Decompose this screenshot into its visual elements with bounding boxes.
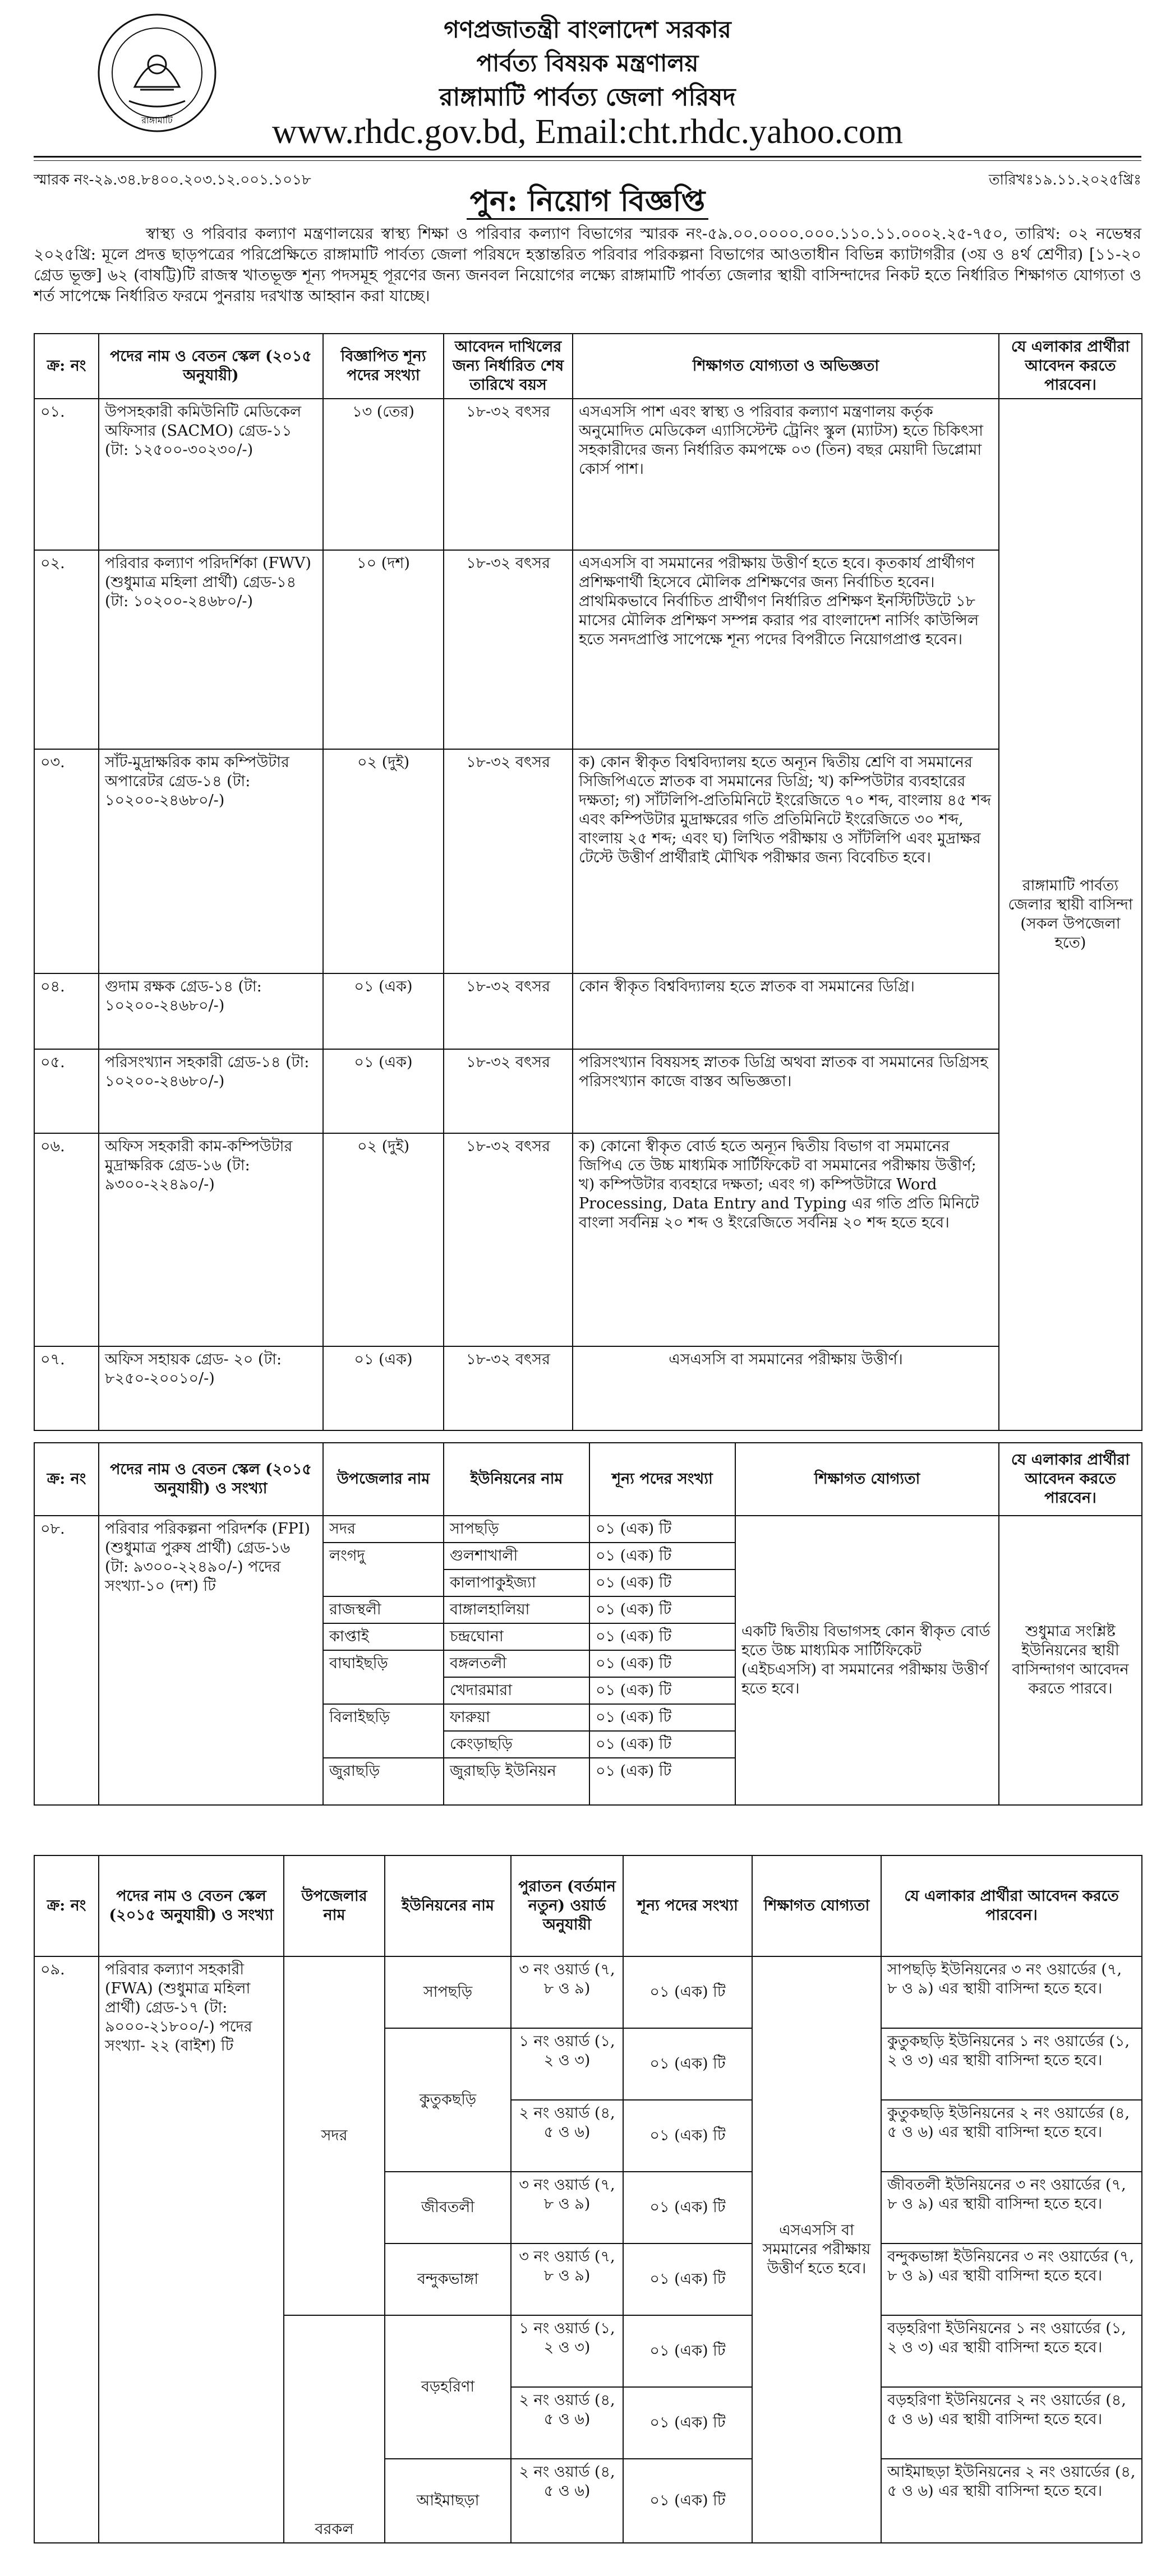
row-age: ১৮-৩২ বৎসর xyxy=(444,973,573,1049)
row-post: অফিস সহকারী কাম-কম্পিউটার মুদ্রাক্ষরিক গ্রেড-১৬ (টা: ৯৩০০-২২৪৯০/-) xyxy=(99,1133,323,1346)
row-sl: ০৯. xyxy=(34,1956,99,2543)
row-count: ০১ (এক) টি xyxy=(623,2100,752,2172)
row-post: উপসহকারী কমিউনিটি মেডিকেল অফিসার (SACMO) গ্রেড-১১ (টা: ১২৫০০-৩০২৩০/-) xyxy=(99,399,323,550)
row-count: ১০ (দশ) xyxy=(323,550,444,749)
row-qualification: পরিসংখ্যান বিষয়সহ স্নাতক ডিগ্রি অথবা স্নাতক বা সমমানের ডিগ্রিসহ পরিসংখ্যান কাজে বাস্তব অভিজ্ঞতা। xyxy=(573,1049,999,1133)
header-area: যে এলাকার প্রার্থীরা আবেদন করতে পারবেন। xyxy=(999,1443,1142,1516)
row-age: ১৮-৩২ বৎসর xyxy=(444,749,573,973)
row-sl: ০৪. xyxy=(34,973,99,1049)
row-ward: ২ নং ওয়ার্ড (৪, ৫ ও ৬) xyxy=(511,2459,623,2543)
fpi-table xyxy=(34,1442,1142,1806)
header-count: শূন্য পদের সংখ্যা xyxy=(623,1855,752,1956)
row-qualification: এসএসসি পাশ এবং স্বাস্থ্য ও পরিবার কল্যাণ মন্ত্রণালয় কর্তৃক অনুমোদিত মেডিকেল এ্যাসিস্টেন্ট ট্রেনিং স্কুল (ম্যাটস) হতে চিকিৎসা সহকারীদের জন্য নির্ধারিত কমপক্ষে ০৩ (তিন) বছর মেয়াদী ডিপ্লোমা কোর্স পাশ। xyxy=(573,399,999,550)
row-upazila: রাজস্থলী xyxy=(323,1596,444,1623)
row-upazila: বিলাইছড়ি xyxy=(323,1704,444,1758)
row-union: খেদারমারা xyxy=(444,1677,589,1704)
row-union: চন্দ্রঘোনা xyxy=(444,1623,589,1650)
row-post: পরিবার কল্যাণ পরিদর্শিকা (FWV) (শুধুমাত্র মহিলা প্রার্থী) গ্রেড-১৪ (টা: ১০২০০-২৪৬৮০/-) xyxy=(99,550,323,749)
row-ward: ৩ নং ওয়ার্ড (৭, ৮ ও ৯) xyxy=(511,2243,623,2315)
row-upazila: কাপ্তাই xyxy=(323,1623,444,1650)
council-name: রাঙ্গামাটি পার্বত্য জেলা পরিষদ xyxy=(439,83,736,112)
row-count: ০১ (এক) টি xyxy=(623,2243,752,2315)
table-row xyxy=(34,1956,1142,2028)
row-sl: ০৫. xyxy=(34,1049,99,1133)
header-rule xyxy=(34,156,1141,158)
row-post: অফিস সহায়ক গ্রেড- ২০ (টা: ৮২৫০-২০০১০/-) xyxy=(99,1346,323,1430)
table-row xyxy=(34,1049,1142,1133)
row-post: পরিবার কল্যাণ সহকারী (FWA) (শুধুমাত্র মহিলা প্রার্থী) গ্রেড-১৭ (টা: ৯০০০-২১৮০০/-) পদের সংখ্যা- ২২ (বাইশ) টি xyxy=(99,1956,284,2543)
row-count: ০১ (এক) টি xyxy=(589,1516,735,1543)
table-row xyxy=(34,399,1142,550)
row-count: ০১ (এক) টি xyxy=(623,1956,752,2028)
row-union: জীবতলী xyxy=(385,2172,511,2243)
header-post: পদের নাম ও বেতন স্কেল (২০১৫ অনুযায়ী) ও সংখ্যা xyxy=(99,1855,284,1956)
row-post: গুদাম রক্ষক গ্রেড-১৪ (টা: ১০২০০-২৪৬৮০/-) xyxy=(99,973,323,1049)
table-row xyxy=(34,550,1142,749)
row-sl: ০১. xyxy=(34,399,99,550)
row-sl: ০৭. xyxy=(34,1346,99,1430)
row-count: ০২ (দুই) xyxy=(323,1133,444,1346)
row-count: ০১ (এক) টি xyxy=(589,1596,735,1623)
row-count: ০১ (এক) xyxy=(323,1049,444,1133)
table-row xyxy=(34,1516,1142,1543)
header-post: পদের নাম ও বেতন স্কেল (২০১৫ অনুযায়ী) xyxy=(99,334,323,399)
intro-paragraph: স্বাস্থ্য ও পরিবার কল্যাণ মন্ত্রণালয়ের স্বাস্থ্য শিক্ষা ও পরিবার কল্যাণ বিভাগের স্মারক নং-৫৯.০০.০০০০.০০০.১১০.১১.০০০২.২৫-৭৫০, তারিখ: ০২ নভেম্বর ২০২৫খ্রি: মূলে প্রদত্ত ছাড়পত্রের পরিপ্রেক্ষিতে রাঙ্গামাটি পার্বত্য জেলা পরিষদে হস্তান্তরিত পরিবার পরিকল্পনা বিভাগের আওতাধীন বিভিন্ন ক্যাটাগরীর (৩য় ও ৪র্থ শ্রেণীর) [১১-২০ গ্রেড ভূক্ত] ৬২ (বাষট্টি)টি রাজস্ব খাতভূক্ত শূন্য পদসমূহ পূরণের জন্য জনবল নিয়োগের লক্ষ্যে রাঙ্গামাটি পার্বত্য জেলার স্থায়ী বাসিন্দাদের নিকট হতে নির্ধারিত শিক্ষাগত যোগ্যতা ও শর্ত সাপেক্ষে নির্ধারিত ফরমে পুনরায় দরখাস্ত আহ্বান করা যাচ্ছে। xyxy=(34,224,1141,305)
row-union: বাঙ্গালহালিয়া xyxy=(444,1596,589,1623)
row-ward: ২ নং ওয়ার্ড (৪, ৫ ও ৬) xyxy=(511,2387,623,2459)
row-count: ০১ (এক) টি xyxy=(623,2459,752,2543)
header-qualification: শিক্ষাগত যোগ্যতা xyxy=(735,1443,999,1516)
header-union: ইউনিয়নের নাম xyxy=(385,1855,511,1956)
header-sl: ক্র: নং xyxy=(34,1855,99,1956)
row-count: ০১ (এক) টি xyxy=(623,2387,752,2459)
row-upazila: লংগদু xyxy=(323,1543,444,1596)
row-area: শুধুমাত্র সংশ্লিষ্ট ইউনিয়নের স্থায়ী বাসিন্দাগণ আবেদন করতে পারবে। xyxy=(999,1516,1142,1805)
table-row xyxy=(34,973,1142,1049)
row-count: ০১ (এক) টি xyxy=(623,2172,752,2243)
header-ward: পুরাতন (বর্তমান নতুন) ওয়ার্ড অনুযায়ী xyxy=(511,1855,623,1956)
row-count: ০১ (এক) টি xyxy=(589,1704,735,1731)
row-count: ০১ (এক) টি xyxy=(589,1569,735,1596)
row-upazila: বাঘাইছড়ি xyxy=(323,1650,444,1704)
row-union: কুতুকছড়ি xyxy=(385,2028,511,2172)
row-area: আইমাছড়া ইউনিয়নের ২ নং ওয়ার্ডের (৪, ৫ ও ৬) এর স্থায়ী বাসিন্দা হতে হবে। xyxy=(881,2459,1142,2543)
header-age: আবেদন দাখিলের জন্য নির্ধারিত শেষ তারিখে বয়স xyxy=(444,334,573,399)
row-count: ০১ (এক) টি xyxy=(589,1650,735,1677)
notice-date: তারিখঃ১৯.১১.২০২৫খ্রিঃ xyxy=(989,172,1141,188)
header-count: বিজ্ঞাপিত শূন্য পদের সংখ্যা xyxy=(323,334,444,399)
notice-title-wrap xyxy=(0,178,1175,227)
row-union: বন্দুকভাঙ্গা xyxy=(385,2243,511,2315)
row-area: বড়হরিণা ইউনিয়নের ২ নং ওয়ার্ডের (৪, ৫ ও ৬) এর স্থায়ী বাসিন্দা হতে হবে। xyxy=(881,2387,1142,2459)
row-post: পরিবার পরিকল্পনা পরিদর্শক (FPI) (শুধুমাত্র পুরুষ প্রার্থী) গ্রেড-১৬ (টা: ৯৩০০-২২৪৯০/-) পদের সংখ্যা-১০ (দশ) টি xyxy=(99,1516,323,1805)
row-count: ০১ (এক) টি xyxy=(589,1677,735,1704)
row-ward: ৩ নং ওয়ার্ড (৭, ৮ ও ৯) xyxy=(511,2172,623,2243)
row-count: ০১ (এক) টি xyxy=(589,1623,735,1650)
row-ward: ৩ নং ওয়ার্ড (৭, ৮ ও ৯) xyxy=(511,1956,623,2028)
row-sl: ০২. xyxy=(34,550,99,749)
fwa-table xyxy=(34,1855,1142,2543)
row-sl: ০৬. xyxy=(34,1133,99,1346)
row-area: কুতুকছড়ি ইউনিয়নের ১ নং ওয়ার্ডের (১, ২ ও ৩) এর স্থায়ী বাসিন্দা হতে হবে। xyxy=(881,2028,1142,2100)
header-area: যে এলাকার প্রার্থীরা আবেদন করতে পারবেন। xyxy=(881,1855,1142,1956)
row-age: ১৮-৩২ বৎসর xyxy=(444,1133,573,1346)
row-ward: ১ নং ওয়ার্ড (১, ২ ও ৩) xyxy=(511,2315,623,2387)
row-upazila: জুরাছড়ি xyxy=(323,1758,444,1805)
header-post: পদের নাম ও বেতন স্কেল (২০১৫ অনুযায়ী) ও সংখ্যা xyxy=(99,1443,323,1516)
header-qualification: শিক্ষাগত যোগ্যতা xyxy=(752,1855,881,1956)
row-qualification: একটি দ্বিতীয় বিভাগসহ কোন স্বীকৃত বোর্ড হতে উচ্চ মাধ্যমিক সার্টিফিকেট (এইচএসসি) বা সমমানের পরীক্ষায় উত্তীর্ণ হতে হবে। xyxy=(735,1516,999,1805)
row-sl: ০৩. xyxy=(34,749,99,973)
notice-title: পুন: নিয়োগ বিজ্ঞপ্তি xyxy=(467,184,709,220)
row-qualification: এসএসসি বা সমমানের পরীক্ষায় উত্তীর্ণ হতে হবে। কৃতকার্য প্রার্থীগণ প্রশিক্ষণার্থী হিসেবে মৌলিক প্রশিক্ষণের জন্য নির্বাচিত হবেন। প্রাথমিকভাবে নির্বাচিত প্রার্থীগণ নির্ধারিত প্রশিক্ষণ ইনস্টিটিউটে ১৮ মাসের মৌলিক প্রশিক্ষণ সম্পন্ন করার পর বাংলাদেশ নার্সিং কাউন্সিল হতে সনদপ্রাপ্তি সাপেক্ষে শূন্য পদের বিপরীতে নিয়োগপ্রাপ্ত হবেন। xyxy=(573,550,999,749)
row-count: ০১ (এক) xyxy=(323,1346,444,1430)
row-area: রাঙ্গামাটি পার্বত্য জেলার স্থায়ী বাসিন্দা (সকল উপজেলা হতে) xyxy=(999,399,1142,1430)
row-post: সাঁট-মুদ্রাক্ষরিক কাম কম্পিউটার অপারেটর গ্রেড-১৪ (টা: ১০২০০-২৪৬৮০/-) xyxy=(99,749,323,973)
row-area: কুতুকছড়ি ইউনিয়নের ২ নং ওয়ার্ডের (৪, ৫ ও ৬) এর স্থায়ী বাসিন্দা হতে হবে। xyxy=(881,2100,1142,2172)
row-union: সাপছড়ি xyxy=(444,1516,589,1543)
row-age: ১৮-৩২ বৎসর xyxy=(444,399,573,550)
row-union: ফারুয়া xyxy=(444,1704,589,1731)
header-rule-thin xyxy=(34,160,1141,161)
memo-number: স্মারক নং-২৯.৩৪.৮৪০০.২০৩.১২.০০১.১০১৮ xyxy=(34,172,311,188)
row-union: বড়হরিণা xyxy=(385,2315,511,2459)
row-area: বড়হরিণা ইউনিয়নের ১ নং ওয়ার্ডের (১, ২ ও ৩) এর স্থায়ী বাসিন্দা হতে হবে। xyxy=(881,2315,1142,2387)
row-count: ১৩ (তের) xyxy=(323,399,444,550)
row-age: ১৮-৩২ বৎসর xyxy=(444,550,573,749)
row-upazila: সদর xyxy=(284,1956,385,2315)
table-row xyxy=(34,1346,1142,1430)
row-count: ০১ (এক) টি xyxy=(623,2315,752,2387)
table-header-row xyxy=(34,1443,1142,1516)
row-union: বঙ্গলতলী xyxy=(444,1650,589,1677)
row-upazila: সদর xyxy=(323,1516,444,1543)
row-qualification: এসএসসি বা সমমানের পরীক্ষায় উত্তীর্ণ। xyxy=(573,1346,999,1430)
row-count: ০১ (এক) টি xyxy=(589,1758,735,1805)
letterhead xyxy=(0,0,1175,168)
header-upazila: উপজেলার নাম xyxy=(323,1443,444,1516)
row-ward: ২ নং ওয়ার্ড (৪, ৫ ও ৬) xyxy=(511,2100,623,2172)
header-union: ইউনিয়নের নাম xyxy=(444,1443,589,1516)
row-union: কেংড়াছড়ি xyxy=(444,1731,589,1758)
ministry-name: পার্বত্য বিষয়ক মন্ত্রণালয় xyxy=(476,49,699,77)
website-email: www.rhdc.gov.bd, Email:cht.rhdc.yahoo.com xyxy=(272,113,903,151)
table-header-row xyxy=(34,1855,1142,1956)
table-row xyxy=(34,749,1142,973)
posts-table xyxy=(34,333,1142,1431)
row-ward: ১ নং ওয়ার্ড (১, ২ ও ৩) xyxy=(511,2028,623,2100)
table-row xyxy=(34,1133,1142,1346)
row-upazila: বরকল xyxy=(284,2315,385,2543)
seal-text: রাঙ্গামাটি xyxy=(141,115,173,126)
row-post: পরিসংখ্যান সহকারী গ্রেড-১৪ (টা: ১০২০০-২৪৬৮০/-) xyxy=(99,1049,323,1133)
row-age: ১৮-৩২ বৎসর xyxy=(444,1346,573,1430)
row-count: ০১ (এক) টি xyxy=(589,1543,735,1569)
row-age: ১৮-৩২ বৎসর xyxy=(444,1049,573,1133)
header-sl: ক্র: নং xyxy=(34,334,99,399)
row-qualification: কোন স্বীকৃত বিশ্ববিদ্যালয় হতে স্নাতক বা সমমানের ডিগ্রি। xyxy=(573,973,999,1049)
row-qualification: এসএসসি বা সমমানের পরীক্ষায় উত্তীর্ণ হতে হবে। xyxy=(752,1956,881,2543)
row-area: জীবতলী ইউনিয়নের ৩ নং ওয়ার্ডের (৭, ৮ ও ৯) এর স্থায়ী বাসিন্দা হতে হবে। xyxy=(881,2172,1142,2243)
row-count: ০১ (এক) টি xyxy=(623,2028,752,2100)
row-count: ০১ (এক) টি xyxy=(589,1731,735,1758)
header-upazila: উপজেলার নাম xyxy=(284,1855,385,1956)
header-area: যে এলাকার প্রার্থীরা আবেদন করতে পারবেন। xyxy=(999,334,1142,399)
row-area: বন্দুকভাঙ্গা ইউনিয়নের ৩ নং ওয়ার্ডের (৭, ৮ ও ৯) এর স্থায়ী বাসিন্দা হতে হবে। xyxy=(881,2243,1142,2315)
row-union: আইমাছড়া xyxy=(385,2459,511,2543)
government-name: গণপ্রজাতন্ত্রী বাংলাদেশ সরকার xyxy=(444,16,731,43)
row-union: সাপছড়ি xyxy=(385,1956,511,2028)
row-union: গুলশাখালী xyxy=(444,1543,589,1569)
header-sl: ক্র: নং xyxy=(34,1443,99,1516)
row-union: কালাপাকুইজ্যা xyxy=(444,1569,589,1596)
row-qualification: ক) কোনো স্বীকৃত বোর্ড হতে অন্যূন দ্বিতীয় বিভাগ বা সমমানের জিপিএ তে উচ্চ মাধ্যমিক সার্টিফিকেট বা সমমানের পরীক্ষায় উত্তীর্ণ; খ) কম্পিউটার ব্যবহারে দক্ষতা; এবং গ) কম্পিউটারে Word Processing, Data Entry and Typing এর গতি প্রতি মিনিটে বাংলা সর্বনিম্ন ২০ শব্দ ও ইংরেজিতে সর্বনিম্ন ২০ শব্দ হতে হবে। xyxy=(573,1133,999,1346)
header-qualification: শিক্ষাগত যোগ্যতা ও অভিজ্ঞতা xyxy=(573,334,999,399)
row-count: ০২ (দুই) xyxy=(323,749,444,973)
row-sl: ০৮. xyxy=(34,1516,99,1805)
header-count: শূন্য পদের সংখ্যা xyxy=(589,1443,735,1516)
row-count: ০১ (এক) xyxy=(323,973,444,1049)
table-header-row xyxy=(34,334,1142,399)
row-union: জুরাছড়ি ইউনিয়ন xyxy=(444,1758,589,1805)
row-area: সাপছড়ি ইউনিয়নের ৩ নং ওয়ার্ডের (৭, ৮ ও ৯) এর স্থায়ী বাসিন্দা হতে হবে। xyxy=(881,1956,1142,2028)
row-qualification: ক) কোন স্বীকৃত বিশ্ববিদ্যালয় হতে অন্যূন দ্বিতীয় শ্রেণি বা সমমানের সিজিপিএতে স্নাতক বা সমমানের ডিগ্রি; খ) কম্পিউটার ব্যবহারের দক্ষতা; গ) সাঁটলিপি-প্রতিমিনিটে ইংরেজিতে ৭০ শব্দ, বাংলায় ৪৫ শব্দ এবং কম্পিউটার মুদ্রাক্ষরের গতি প্রতিমিনিটে ইংরেজিতে ৩০ শব্দ, বাংলায় ২৫ শব্দ; এবং ঘ) লিখিত পরীক্ষায় ও সাঁটলিপি এবং মুদ্রাক্ষর টেস্টে উত্তীর্ণ প্রার্থীরাই মৌখিক পরীক্ষার জন্য বিবেচিত হবে। xyxy=(573,749,999,973)
